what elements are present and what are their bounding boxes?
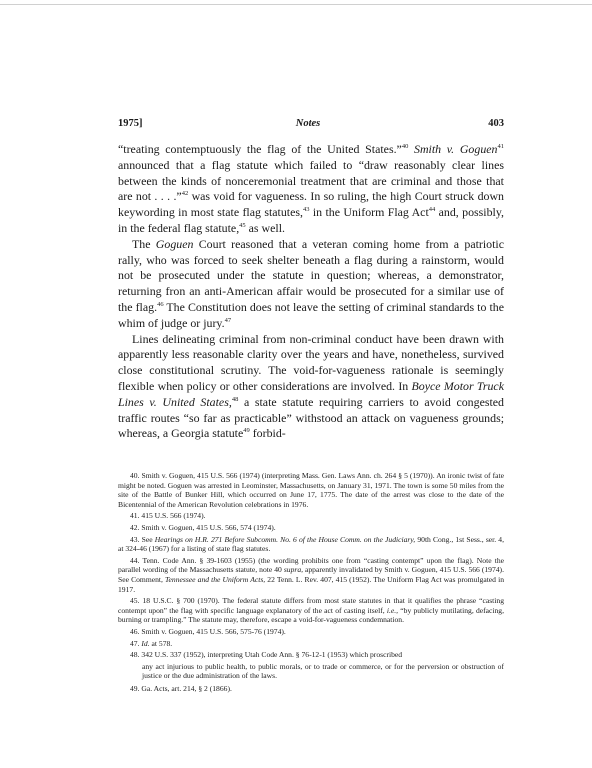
text-run: The Constitution does not leave the setting of criminal standards to the whim of judge or jury. — [118, 299, 504, 330]
paragraph-3 — [118, 332, 504, 443]
paragraph-2 — [118, 237, 504, 332]
footnote-48: 48. 342 U.S. 337 (1952), interpreting Utah Code Ann. § 76-12-1 (1953) which proscribed — [130, 650, 403, 660]
text-run: “treating contemptuously the flag of the United States.” — [118, 142, 402, 156]
text-run: and, possibly, in the federal flag statute, — [118, 205, 504, 235]
footnote-ref: 49 — [243, 427, 250, 435]
text-run: 44. Tenn. Code Ann. § 39-1603 (1955) (the wording prohibits one from “casting contempt” upon the flag). Note the parallel wording of the Massachusetts statute, note 40 — [118, 555, 504, 575]
text-run: Lines delineating criminal from non-criminal conduct have been drawn with apparently less reasonable clarity over the years and have, nonetheless, survived close constitutional scrutiny. The void-for-vagueness rationale is seemingly flexible when policy or other considerations are involved. In — [118, 331, 504, 393]
text-run: at 578. — [149, 638, 173, 648]
footnote-ref: 48 — [231, 395, 239, 403]
paragraph-1 — [118, 142, 504, 237]
footnote-48-quote: any act injurious to public health, to public morals, or to trade or commerce, or for the perversion or obstruction of justice or the due administration of the laws. — [142, 661, 504, 681]
footnote-44 — [118, 556, 504, 594]
text-run: forbid- — [249, 426, 286, 441]
footnote-47 — [118, 639, 504, 649]
footnote-ref: 47 — [224, 316, 232, 324]
scan-edge-line — [0, 4, 592, 5]
page-number: 403 — [488, 118, 504, 129]
footnote-43 — [118, 535, 504, 554]
footnotes — [118, 471, 504, 695]
footnote-ref: 45 — [239, 221, 246, 229]
running-head — [112, 118, 504, 134]
text-run: in the Uniform Flag Act — [309, 205, 429, 220]
footnote-ref: 42 — [181, 190, 189, 198]
text-run: was void for vagueness. In so ruling, the high Court struck down keywording in most state flag statutes, — [118, 189, 504, 220]
text-run: 45. 18 U.S.C. § 700 (1970). The federal statute differs from most state statutes in that it qualifies the phrase “casting contempt upon” the flag with specific language explanatory of the act of casting itself, — [118, 596, 504, 615]
text-run: The — [132, 236, 156, 251]
text-run: 47. — [130, 638, 142, 648]
citation-signal: Id. — [141, 638, 150, 648]
text-run: 22 Tenn. L. Rev. 407, 415 (1952). The Uniform Flag Act was promulgated in 1917. — [118, 574, 504, 594]
footnote-41: 41. 415 U.S. 566 (1974). — [130, 511, 206, 521]
footnote-ref: 44 — [428, 206, 436, 214]
footnote-ref: 46 — [157, 300, 164, 308]
text-run: announced that a flag statute which failed to “draw reasonably clear lines between the kinds of nonceremonial treatment that are criminal and those that are not . . . .” — [118, 157, 504, 204]
text-run: 43. See — [130, 534, 155, 544]
footnote-40: 40. Smith v. Goguen, 415 U.S. 566 (1974) (interpreting Mass. Gen. Laws Ann. ch. 264 § 5 (1970)). An ironic twist of fate might be noted. Goguen was arrested in Leominster, Massachusetts, on January 31, 1971. The town is some 50 miles from the site of the Battle of Bunker Hill, which occurred on June 17, 1775. The date of the arrest was close to the date of the Bicentennial of the American Revolution celebrations in 1976. — [118, 471, 504, 509]
citation-title: Hearings on H.R. 271 Before Subcomm. No. 6 of the House Comm. on the Judiciary, — [154, 534, 416, 544]
footnote-49: 49. Ga. Acts, art. 214, § 2 (1866). — [130, 683, 232, 693]
citation-signal: supra, — [283, 565, 304, 575]
text-run: “by publicly mutilating, defacing, burning or trampling.” The statute may, therefore, escape a void-for-vagueness condemnation. — [118, 605, 504, 625]
text-run: a state statute requiring carriers to avoid congested traffic routes “so far as practicable” withstood an attack on vagueness grounds; whereas, a Georgia statute — [118, 394, 505, 441]
citation-title: Tennessee and the Uniform Acts, — [165, 574, 266, 584]
text-run: 90th Cong., 1st Sess., ser. 4, at 324-46 (1967) for a listing of state flag statutes. — [118, 534, 504, 554]
footnote-46: 46. Smith v. Goguen, 415 U.S. 566, 575-76 (1974). — [130, 626, 286, 636]
text-run: as well. — [245, 220, 285, 235]
footnote-ref: 43 — [302, 206, 310, 214]
text-run: Court reasoned that a veteran coming home from a patriotic rally, who was forced to seek shelter beneath a flag during a rainstorm, would not be prosecuted under the statute in question; whereas, a demonstrator, returning fron an anti-American affair would be prosecuted for a similar use of the flag. — [118, 236, 504, 314]
case-name: Boyce Motor Truck Lines v. United States, — [118, 378, 504, 409]
case-name: Smith v. Goguen — [414, 142, 498, 156]
running-head-title: Notes — [295, 118, 321, 129]
footnote-ref: 41 — [497, 143, 504, 150]
footnote-ref: 40 — [401, 143, 409, 150]
citation-signal: i.e., — [386, 605, 399, 615]
case-name: Goguen — [155, 236, 194, 251]
main-text — [118, 142, 504, 442]
running-head-year: 1975] — [118, 118, 143, 129]
footnote-45 — [118, 596, 504, 625]
text-run: apparently invalidated by Smith v. Goguen, 415 U.S. 566 (1974). See Comment, — [118, 565, 504, 584]
footnote-42: 42. Smith v. Goguen, 415 U.S. 566, 574 (1974). — [130, 522, 276, 532]
